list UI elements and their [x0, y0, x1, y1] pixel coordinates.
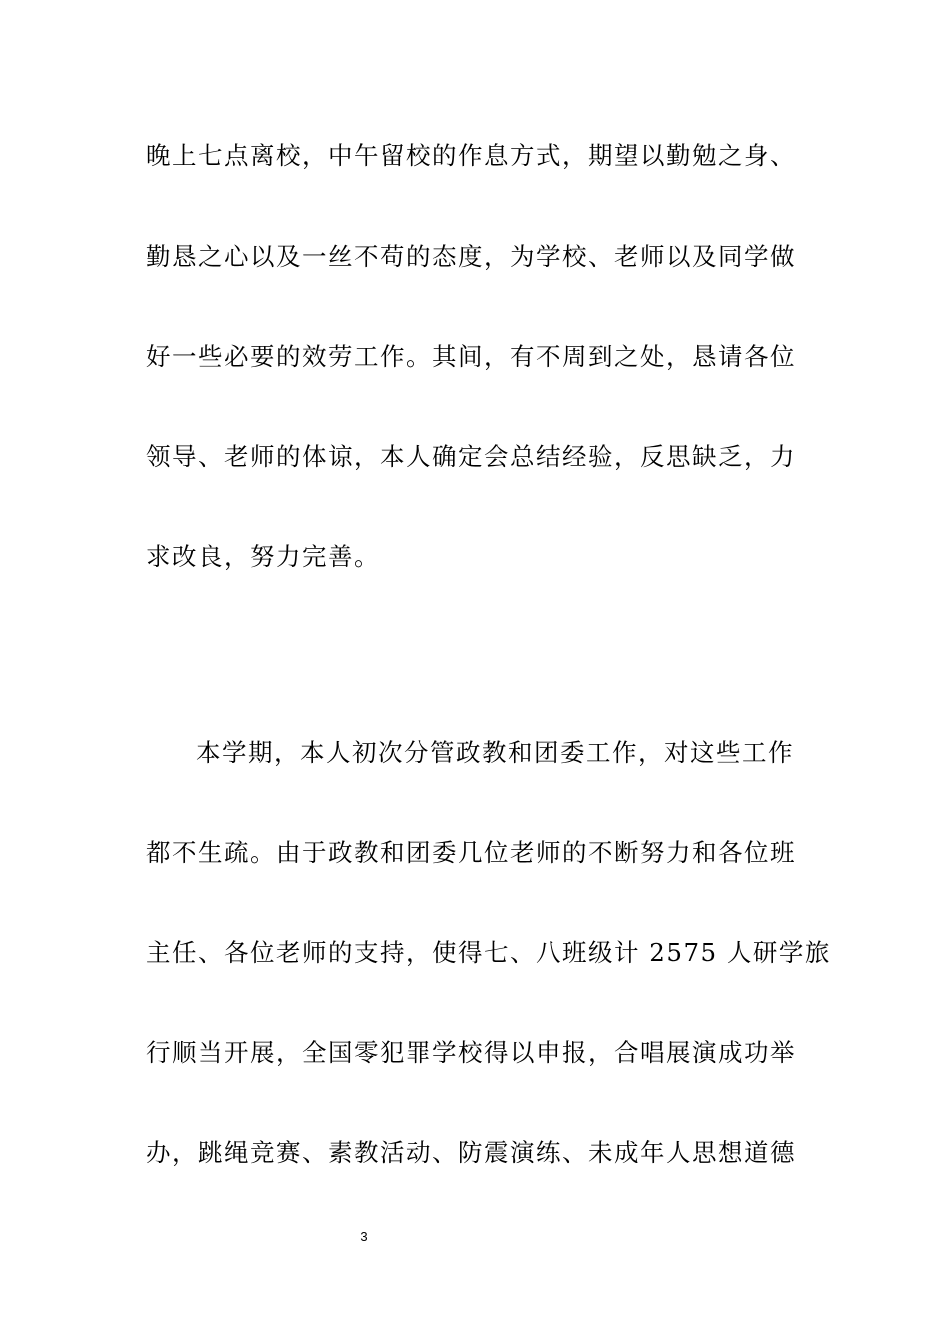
- page-number: 3: [360, 1229, 368, 1244]
- text-line: 都不生疏。由于政教和团委几位老师的不断努力和各位班: [146, 838, 796, 867]
- text-line: 好一些必要的效劳工作。其间，有不周到之处，恳请各位: [146, 342, 796, 371]
- text-line: 晚上七点离校，中午留校的作息方式，期望以勤勉之身、: [146, 141, 796, 170]
- text-line: 领导、老师的体谅，本人确定会总结经验，反思缺乏，力: [146, 442, 796, 471]
- text-line: 行顺当开展，全国零犯罪学校得以申报，合唱展演成功举: [146, 1038, 796, 1067]
- text-line: 主任、各位老师的支持，使得七、八班级计 2575 人研学旅: [146, 938, 831, 967]
- text-line: 勤恳之心以及一丝不苟的态度，为学校、老师以及同学做: [146, 242, 796, 271]
- text-line: 办，跳绳竞赛、素教活动、防震演练、未成年人思想道德: [146, 1138, 796, 1167]
- text-line: 求改良，努力完善。: [146, 542, 380, 571]
- text-line: 本学期，本人初次分管政教和团委工作，对这些工作: [196, 738, 794, 767]
